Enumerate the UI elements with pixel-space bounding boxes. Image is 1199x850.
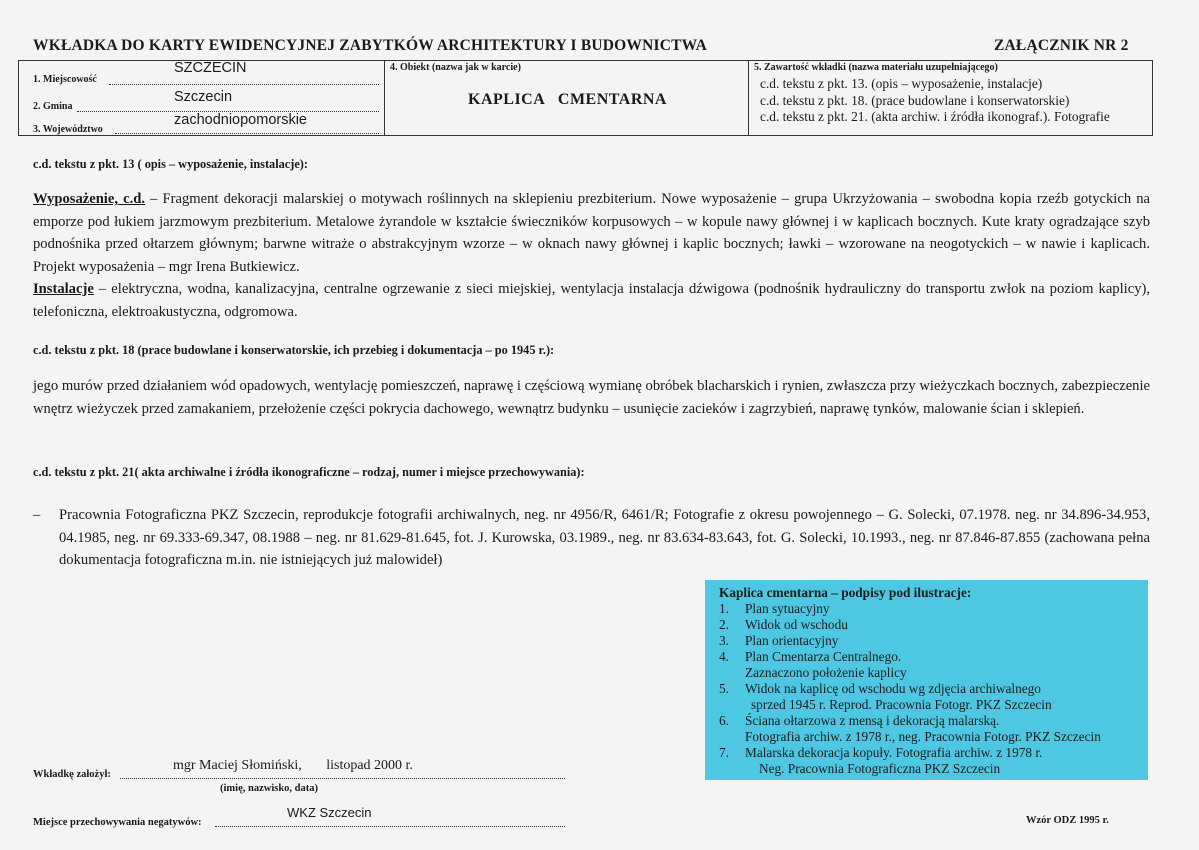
- caption-item: [719, 601, 1138, 617]
- section21-body: Pracownia Fotograficzna PKZ Szczecin, reprodukcje fotografii archiwalnych, neg. nr 4956/R, 6461/R; Fotografie z okresu powojennego – G. Solecki, 07.1978. neg. nr 34.896-34.953, 04.1985, neg. nr 69.333-69.347, 08.1988 – neg. nr 81.629-81.645, fot. J. Kurowska, 03.1989., neg. nr 83.634-83.643, fot. G. Solecki, 10.1993., neg. nr 87.846-87.855 (zachowana pełna dokumentacja fotograficzna m.in. nie istniejących już malowideł): [59, 507, 1150, 568]
- caption-number: 7.: [719, 745, 729, 760]
- section18-body: jego murów przed działaniem wód opadowych, wentylację pomieszczeń, naprawę i częściową wymianę obróbek blacharskich i rynien, zwłaszcza przy wieżyczkach bocznych, zabezpieczenie wnętrz wieżyczek przed zamakaniem, przełożenie części pokrycia dachowego, wewnątrz budynku – usunięcie zacieków i zagrzybień, naprawę tynków, malowanie ścian i sklepień.: [33, 378, 1150, 417]
- zalozyl-hint: (imię, nazwisko, data): [220, 783, 318, 794]
- object-box: [384, 60, 749, 136]
- object-label: 4. Obiekt (nazwa jak w karcie): [390, 62, 521, 73]
- contents-label: 5. Zawartość wkładki (nazwa materiału uzupełniającego): [754, 62, 998, 73]
- zalozyl-line: [120, 778, 565, 779]
- caption-text: Plan sytuacyjny: [745, 601, 830, 616]
- contents-line: c.d. tekstu z pkt. 13. (opis – wyposażenie, instalacje): [760, 76, 1043, 91]
- contents-box: [748, 60, 1153, 136]
- wojewodztwo-line: [115, 133, 379, 134]
- miejsce-value: WKZ Szczecin: [287, 805, 372, 820]
- caption-number: 6.: [719, 713, 729, 728]
- contents-line: c.d. tekstu z pkt. 21. (akta archiw. i źródła ikonograf.). Fotografie: [760, 109, 1110, 124]
- caption-item: [719, 681, 1138, 697]
- attachment-number: ZAŁĄCZNIK NR 2: [994, 37, 1129, 54]
- section13-body: [33, 188, 1150, 323]
- miejscowosc-line: [109, 84, 379, 85]
- miejscowosc-value: SZCZECIN: [174, 60, 247, 76]
- captions-title: Kaplica cmentarna – podpisy pod ilustracje:: [719, 585, 972, 600]
- wyposazenie-text: – Fragment dekoracji malarskiej o motywach roślinnych na sklepieniu prezbiterium. Nowe wyposażenie – grupa Ukrzyżowania – swobodna kopia rzeźb gotyckich na emporze pod łukiem jarzmowym prezbiterium. Metalowe żyrandole w kształcie świeczników korpusowych – w kopule nawy głównej i w kaplicach bocznych. Kute kraty ogradzające szyb podnośnika przed ołtarzem głównym; barwne witraże o abstrakcyjnym wzorze – w oknach nawy głównej i kaplic bocznych; ławki – wzorowane na neogotyckich – w nawie i kaplicach. Projekt wyposażenia – mgr Irena Butkiewicz.: [33, 191, 1151, 275]
- form-version: Wzór ODZ 1995 r.: [1026, 815, 1109, 826]
- miejsce-label: Miejsce przechowywania negatywów:: [33, 817, 202, 828]
- instalacje-text: – elektryczna, wodna, kanalizacyjna, centralne ogrzewanie z sieci miejskiej, wentylacja instalacja dźwigowa (podnośnik hydrauliczny do transportu zwłok na poziom kaplicy), telefoniczna, elektroakustyczna, odgromowa.: [33, 281, 1150, 320]
- wojewodztwo-value: zachodniopomorskie: [174, 112, 307, 128]
- caption-text: Ściana ołtarzowa z mensą i dekoracją malarską.: [745, 713, 1000, 728]
- wojewodztwo-label: 3. Województwo: [33, 124, 103, 135]
- zalozyl-label: Wkładkę założył:: [33, 769, 111, 780]
- contents-line: c.d. tekstu z pkt. 18. (prace budowlane i konserwatorskie): [760, 92, 1070, 108]
- caption-number: 4.: [719, 649, 729, 664]
- caption-number: 2.: [719, 617, 729, 632]
- caption-text: Widok na kaplicę od wschodu wg zdjęcia archiwalnego: [745, 681, 1041, 696]
- caption-number: 1.: [719, 601, 729, 616]
- caption-text: Plan orientacyjny: [745, 633, 839, 648]
- caption-subtext: sprzed 1945 r. Reprod. Pracownia Fotogr. PKZ Szczecin: [751, 697, 1052, 712]
- section21-bullet: –: [33, 507, 41, 523]
- document-title: WKŁADKA DO KARTY EWIDENCYJNEJ ZABYTKÓW ARCHITEKTURY I BUDOWNICTWA: [33, 37, 708, 54]
- gmina-value: Szczecin: [174, 89, 233, 105]
- captions-box: [705, 580, 1148, 780]
- caption-item: [719, 745, 1138, 761]
- miejscowosc-label: 1. Miejscowość: [33, 74, 97, 85]
- section18-heading: c.d. tekstu z pkt. 18 (prace budowlane i konserwatorskie, ich przebieg i dokumentacja – po 1945 r.):: [33, 343, 555, 357]
- section21-heading: c.d. tekstu z pkt. 21( akta archiwalne i źródła ikonograficzne – rodzaj, numer i miejsce przechowywania):: [33, 465, 585, 479]
- miejsce-line: [215, 826, 565, 827]
- caption-text: Malarska dekoracja kopuły. Fotografia archiw. z 1978 r.: [745, 745, 1043, 760]
- caption-number: 3.: [719, 633, 729, 648]
- wyposazenie-label: Wyposażenie, c.d.: [33, 191, 145, 207]
- location-box: [18, 60, 385, 136]
- caption-subtext: Neg. Pracownia Fotograficzna PKZ Szczecin: [759, 761, 1001, 776]
- instalacje-label: Instalacje: [33, 281, 94, 297]
- caption-item: [719, 649, 1138, 665]
- section13-heading: c.d. tekstu z pkt. 13 ( opis – wyposażenie, instalacje):: [33, 157, 308, 171]
- zalozyl-value: mgr Maciej Słomiński, listopad 2000 r.: [173, 758, 413, 773]
- object-name: KAPLICA CMENTARNA: [468, 91, 667, 108]
- captions-list: [719, 601, 1138, 777]
- caption-text: Widok od wschodu: [745, 617, 848, 632]
- caption-item: [719, 713, 1138, 729]
- gmina-label: 2. Gmina: [33, 101, 73, 112]
- caption-subtext: Zaznaczono położenie kaplicy: [745, 665, 907, 680]
- caption-item: [719, 633, 1138, 649]
- caption-text: Plan Cmentarza Centralnego.: [745, 649, 902, 664]
- caption-number: 5.: [719, 681, 729, 696]
- caption-item: [719, 617, 1138, 633]
- caption-subtext: Fotografia archiw. z 1978 r., neg. Pracownia Fotogr. PKZ Szczecin: [745, 729, 1101, 744]
- contents-list: [760, 76, 1110, 126]
